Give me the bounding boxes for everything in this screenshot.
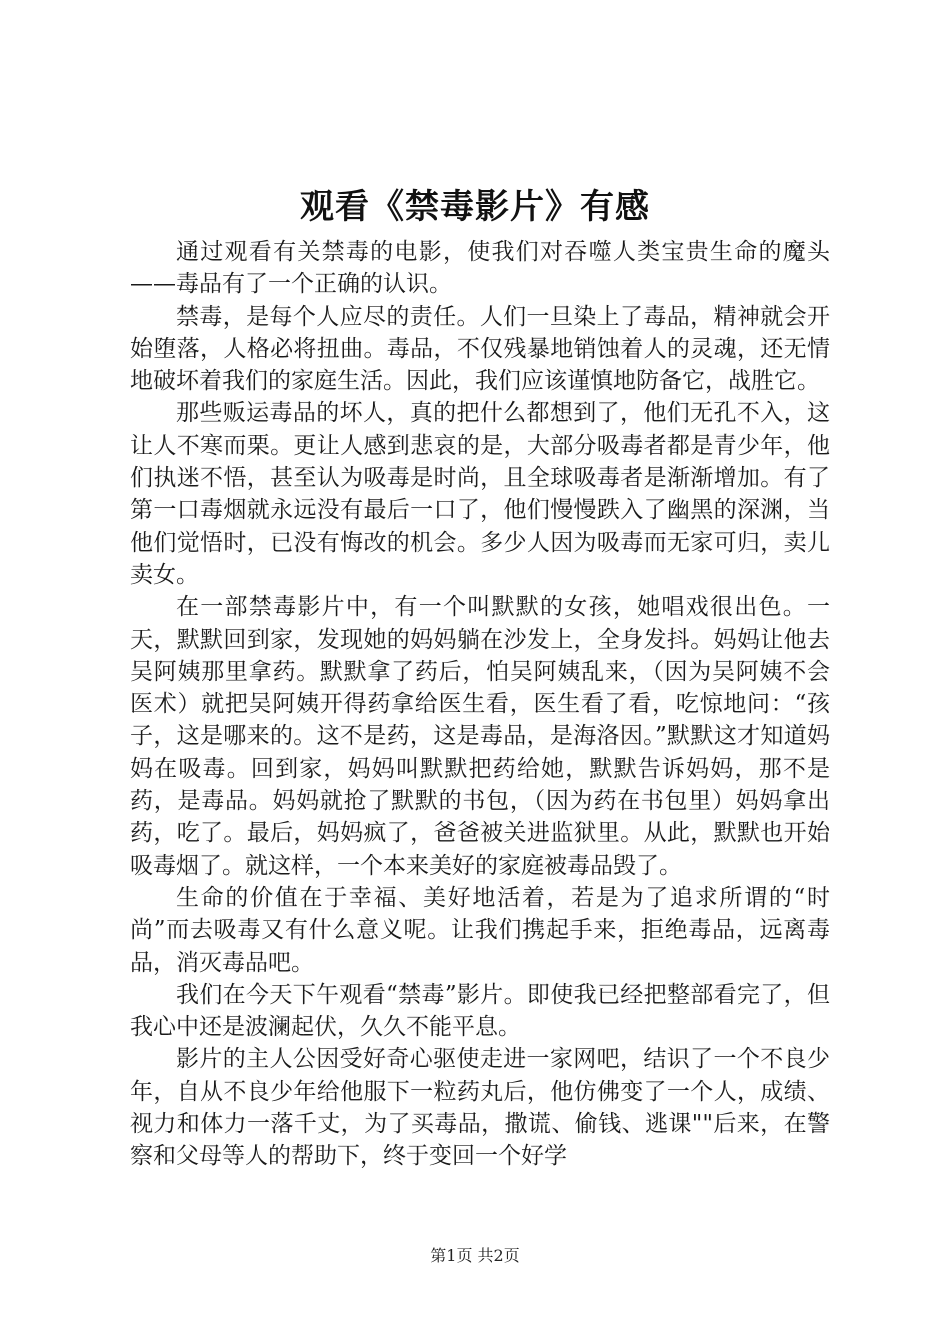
paragraph-7: 影片的主人公因受好奇心驱使走进一家网吧，结识了一个不良少年，自从不良少年给他服下一粒药丸后，他仿佛变了一个人，成绩、视力和体力一落千丈，为了买毒品，撒谎、偷钱、逃课""后来，在警察和父母等人的帮助下，终于变回一个好学 [130, 1046, 830, 1170]
document-title: 观看《禁毒影片》有感 [300, 187, 650, 227]
paragraph-4: 在一部禁毒影片中，有一个叫默默的女孩，她唱戏很出色。一天，默默回到家，发现她的妈妈躺在沙发上，全身发抖。妈妈让他去吴阿姨那里拿药。默默拿了药后，怕吴阿姨乱来，（因为吴阿姨不会医术）就把吴阿姨开得药拿给医生看，医生看了看，吃惊地问：“孩子，这是哪来的。这不是药，这是毒品，是海洛因。”默默这才知道妈妈在吸毒。回到家，妈妈叫默默把药给她，默默告诉妈妈，那不是药，是毒品。妈妈就抢了默默的书包，（因为药在书包里）妈妈拿出药，吃了。最后，妈妈疯了，爸爸被关进监狱里。从此，默默也开始吸毒烟了。就这样，一个本来美好的家庭被毒品毁了。 [130, 594, 830, 879]
page-footer: 第1页 共2页 [430, 1246, 520, 1265]
document-body [130, 236, 830, 1173]
paragraph-2: 禁毒，是每个人应尽的责任。人们一旦染上了毒品，精神就会开始堕落，人格必将扭曲。毒品，不仅残暴地销蚀着人的灵魂，还无情地破坏着我们的家庭生活。因此，我们应该谨慎地防备它，战胜它。 [130, 303, 830, 395]
paragraph-6: 我们在今天下午观看“禁毒”影片。即使我已经把整部看完了，但我心中还是波澜起伏，久久不能平息。 [130, 981, 830, 1041]
paragraph-1: 通过观看有关禁毒的电影，使我们对吞噬人类宝贵生命的魔头——毒品有了一个正确的认识。 [130, 239, 830, 298]
paragraph-5: 生命的价值在于幸福、美好地活着，若是为了追求所谓的“时尚”而去吸毒又有什么意义呢。让我们携起手来，拒绝毒品，远离毒品，消灭毒品吧。 [130, 884, 830, 976]
paragraph-3: 那些贩运毒品的坏人，真的把什么都想到了，他们无孔不入，这让人不寒而栗。更让人感到悲哀的是，大部分吸毒者都是青少年，他们执迷不悟，甚至认为吸毒是时尚，且全球吸毒者是渐渐增加。有了第一口毒烟就永远没有最后一口了，他们慢慢跌入了幽黑的深渊，当他们觉悟时，已没有悔改的机会。多少人因为吸毒而无家可归，卖儿卖女。 [130, 400, 830, 588]
